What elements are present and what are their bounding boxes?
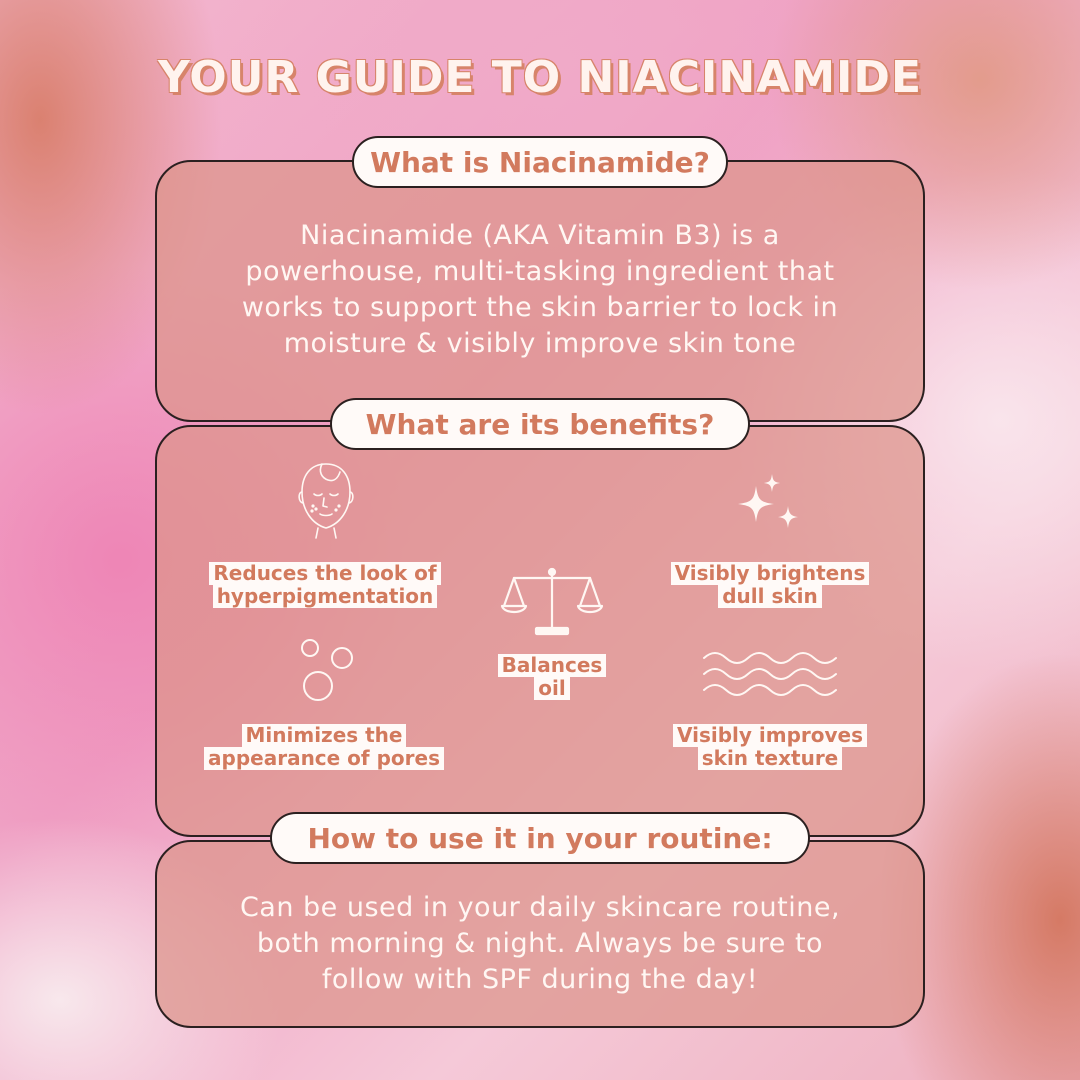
- what-is-description: [155, 218, 925, 362]
- description-line: works to support the skin barrier to lock in: [241, 292, 839, 323]
- benefit-label-line: dull skin: [718, 585, 822, 608]
- routine-line: Can be used in your daily skincare routine,: [239, 892, 841, 923]
- scale-icon: [500, 566, 604, 638]
- benefit-label-line: hyperpigmentation: [213, 585, 438, 608]
- bubbles-icon: [292, 636, 362, 706]
- face-icon: [288, 458, 364, 540]
- benefit-label-balances-oil: [474, 654, 630, 700]
- benefit-label-line: Visibly improves: [673, 724, 867, 747]
- routine-line: follow with SPF during the day!: [321, 964, 759, 995]
- description-line: moisture & visibly improve skin tone: [283, 328, 797, 359]
- routine-heading: How to use it in your routine:: [270, 812, 810, 864]
- benefit-label-pores: [186, 724, 462, 770]
- benefit-label-line: Visibly brightens: [671, 562, 870, 585]
- benefit-label-line: appearance of pores: [204, 747, 444, 770]
- page-title: YOUR GUIDE TO NIACINAMIDE: [158, 52, 922, 103]
- routine-line: both morning & night. Always be sure to: [256, 928, 824, 959]
- benefit-label-line: Reduces the look of: [209, 562, 440, 585]
- benefit-label-line: skin texture: [698, 747, 843, 770]
- description-line: powerhouse, multi-tasking ingredient that: [245, 256, 835, 287]
- routine-description: [155, 890, 925, 998]
- description-line: Niacinamide (AKA Vitamin B3) is a: [300, 220, 780, 251]
- sparkles-icon: [728, 468, 808, 548]
- benefit-label-hyperpigmentation: [190, 562, 460, 608]
- benefit-label-line: Minimizes the: [242, 724, 407, 747]
- benefit-label-texture: [656, 724, 884, 770]
- benefit-label-line: oil: [534, 677, 569, 700]
- what-is-heading: What is Niacinamide?: [352, 136, 728, 188]
- benefits-heading: What are its benefits?: [330, 398, 750, 450]
- benefit-label-brightens: [652, 562, 888, 608]
- waves-icon: [700, 648, 840, 700]
- benefit-label-line: Balances: [498, 654, 607, 677]
